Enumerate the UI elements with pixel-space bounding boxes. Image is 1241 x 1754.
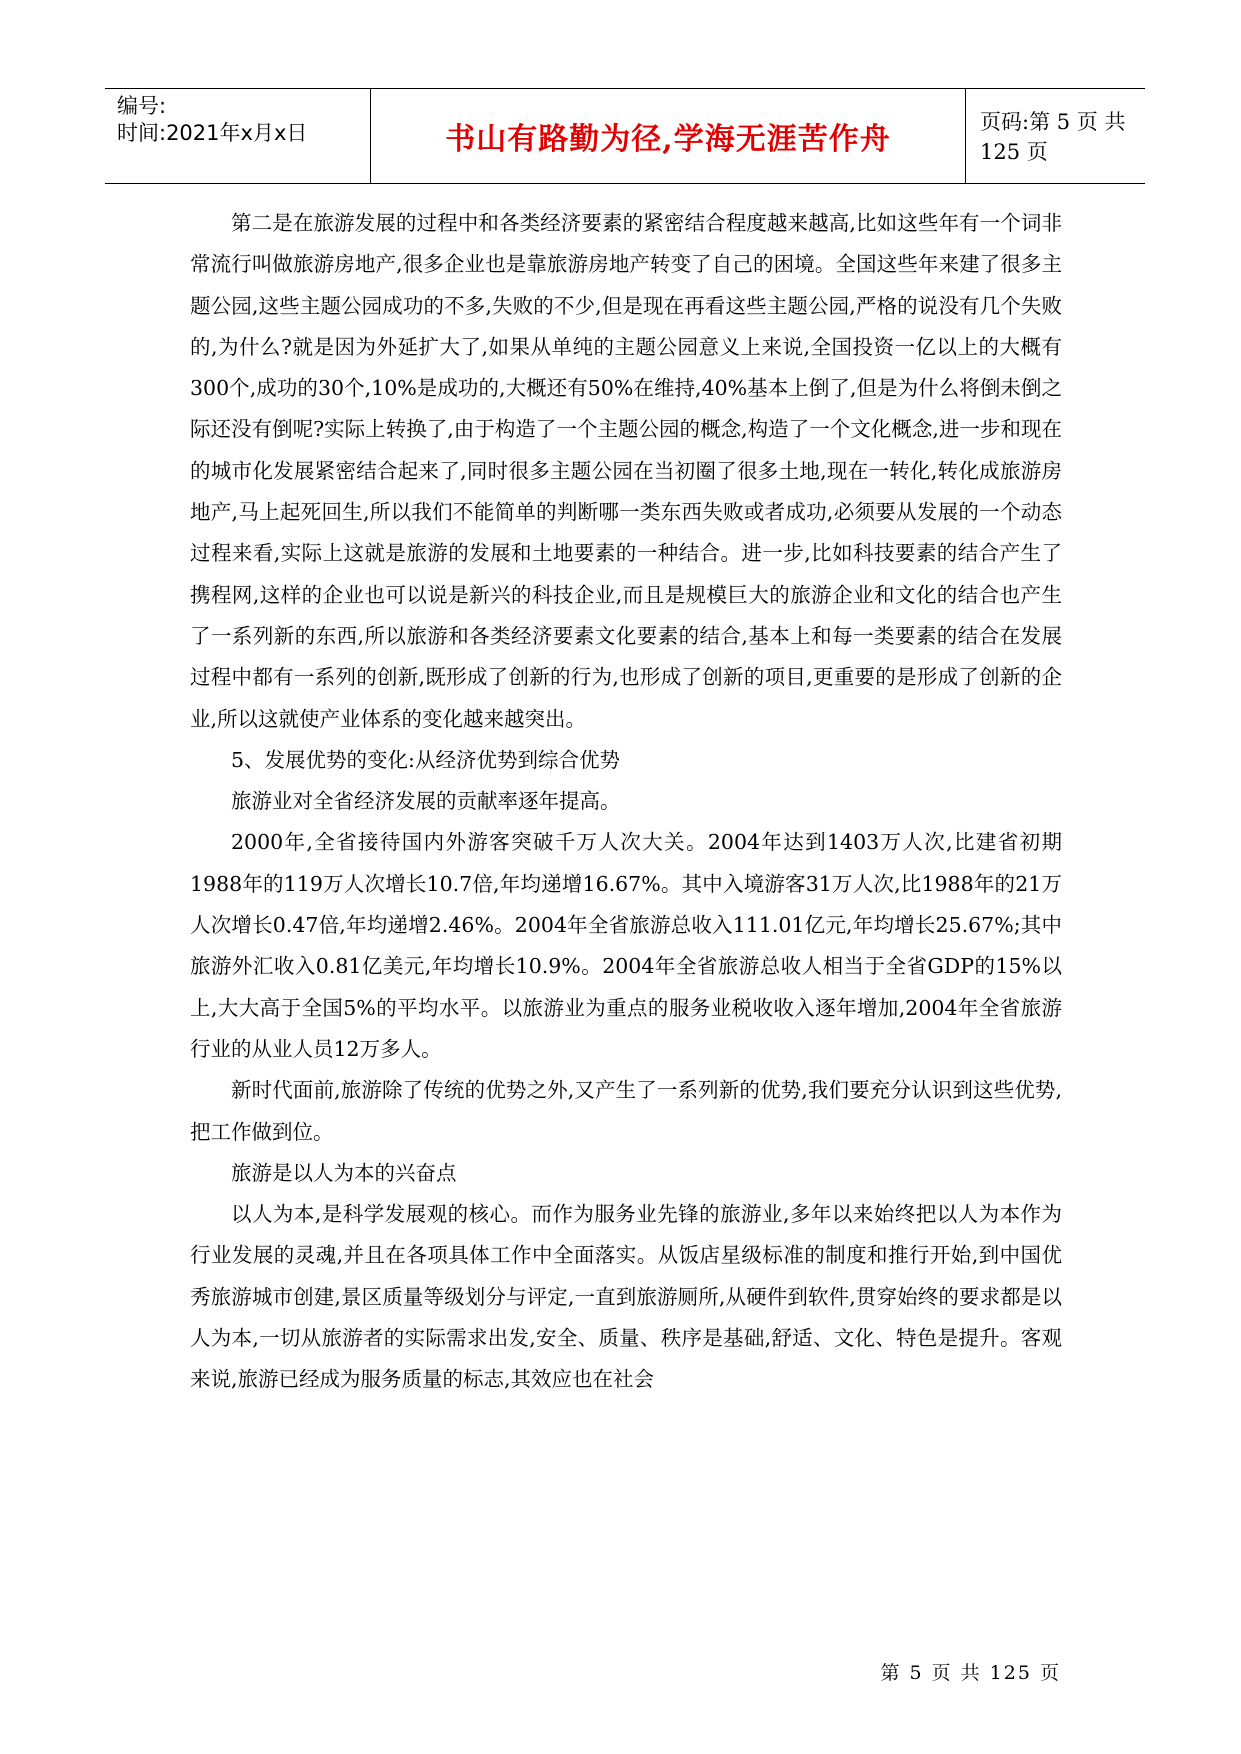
page-header <box>105 88 1145 184</box>
document-body <box>190 203 1062 1401</box>
document-time-label: 时间:2021年x月x日 <box>117 121 308 145</box>
header-divider <box>965 89 966 183</box>
paragraph: 以人为本,是科学发展观的核心。而作为服务业先锋的旅游业,多年以来始终把以人为本作为行业发展的灵魂,并且在各项具体工作中全面落实。从饭店星级标准的制度和推行开始,到中国优秀旅游城市创建,景区质量等级划分与评定,一直到旅游厕所,从硬件到软件,贯穿始终的要求都是以人为本,一切从旅游者的实际需求出发,安全、质量、秩序是基础,舒适、文化、特色是提升。客观来说,旅游已经成为服务质量的标志,其效应也在社会 <box>190 1202 1062 1392</box>
header-motto: 书山有路勤为径,学海无涯苦作舟 <box>445 122 891 157</box>
header-page-code: 页码:第 5 页 共 125 页 <box>980 110 1126 164</box>
paragraph: 2000年,全省接待国内外游客突破千万人次大关。2004年达到1403万人次,比建省初期1988年的119万人次增长10.7倍,年均递增16.67%。其中入境游客31万人次,比1988年的21万人次增长0.47倍,年均递增2.46%。2004年全省旅游总收入111.01亿元,年均增长25.67%;其中旅游外汇收入0.81亿美元,年均增长10.9%。2004年全省旅游总收人相当于全省GDP的15%以上,大大高于全国5%的平均水平。以旅游业为重点的服务业税收收入逐年增加,2004年全省旅游行业的从业人员12万多人。 <box>190 830 1062 1061</box>
header-meta <box>117 93 367 147</box>
paragraph: 旅游业对全省经济发展的贡献率逐年提高。 <box>231 789 621 814</box>
page-footer: 第 5 页 共 125 页 <box>880 1662 1061 1684</box>
section-heading: 5、发展优势的变化:从经济优势到综合优势 <box>231 747 620 772</box>
paragraph: 第二是在旅游发展的过程中和各类经济要素的紧密结合程度越来越高,比如这些年有一个词非常流行叫做旅游房地产,很多企业也是靠旅游房地产转变了自己的困境。全国这些年来建了很多主题公园,这些主题公园成功的不多,失败的不少,但是现在再看这些主题公园,严格的说没有几个失败的,为什么?就是因为外延扩大了,如果从单纯的主题公园意义上来说,全国投资一亿以上的大概有300个,成功的30个,10%是成功的,大概还有50%在维持,40%基本上倒了,但是为什么将倒未倒之际还没有倒呢?实际上转换了,由于构造了一个主题公园的概念,构造了一个文化概念,进一步和现在的城市化发展紧密结合起来了,同时很多主题公园在当初圈了很多土地,现在一转化,转化成旅游房地产,马上起死回生,所以我们不能简单的判断哪一类东西失败或者成功,必须要从发展的一个动态过程来看,实际上这就是旅游的发展和土地要素的一种结合。进一步,比如科技要素的结合产生了携程网,这样的企业也可以说是新兴的科技企业,而且是规模巨大的旅游企业和文化的结合也产生了一系列新的东西,所以旅游和各类经济要素文化要素的结合,基本上和每一类要素的结合在发展过程中都有一系列的创新,既形成了创新的行为,也形成了创新的项目,更重要的是形成了创新的企业,所以这就使产业体系的变化越来越突出。 <box>190 211 1062 731</box>
document-number-label: 编号: <box>117 94 167 118</box>
subheading: 旅游是以人为本的兴奋点 <box>231 1160 457 1185</box>
paragraph: 新时代面前,旅游除了传统的优势之外,又产生了一系列新的优势,我们要充分认识到这些优势,把工作做到位。 <box>190 1078 1062 1144</box>
